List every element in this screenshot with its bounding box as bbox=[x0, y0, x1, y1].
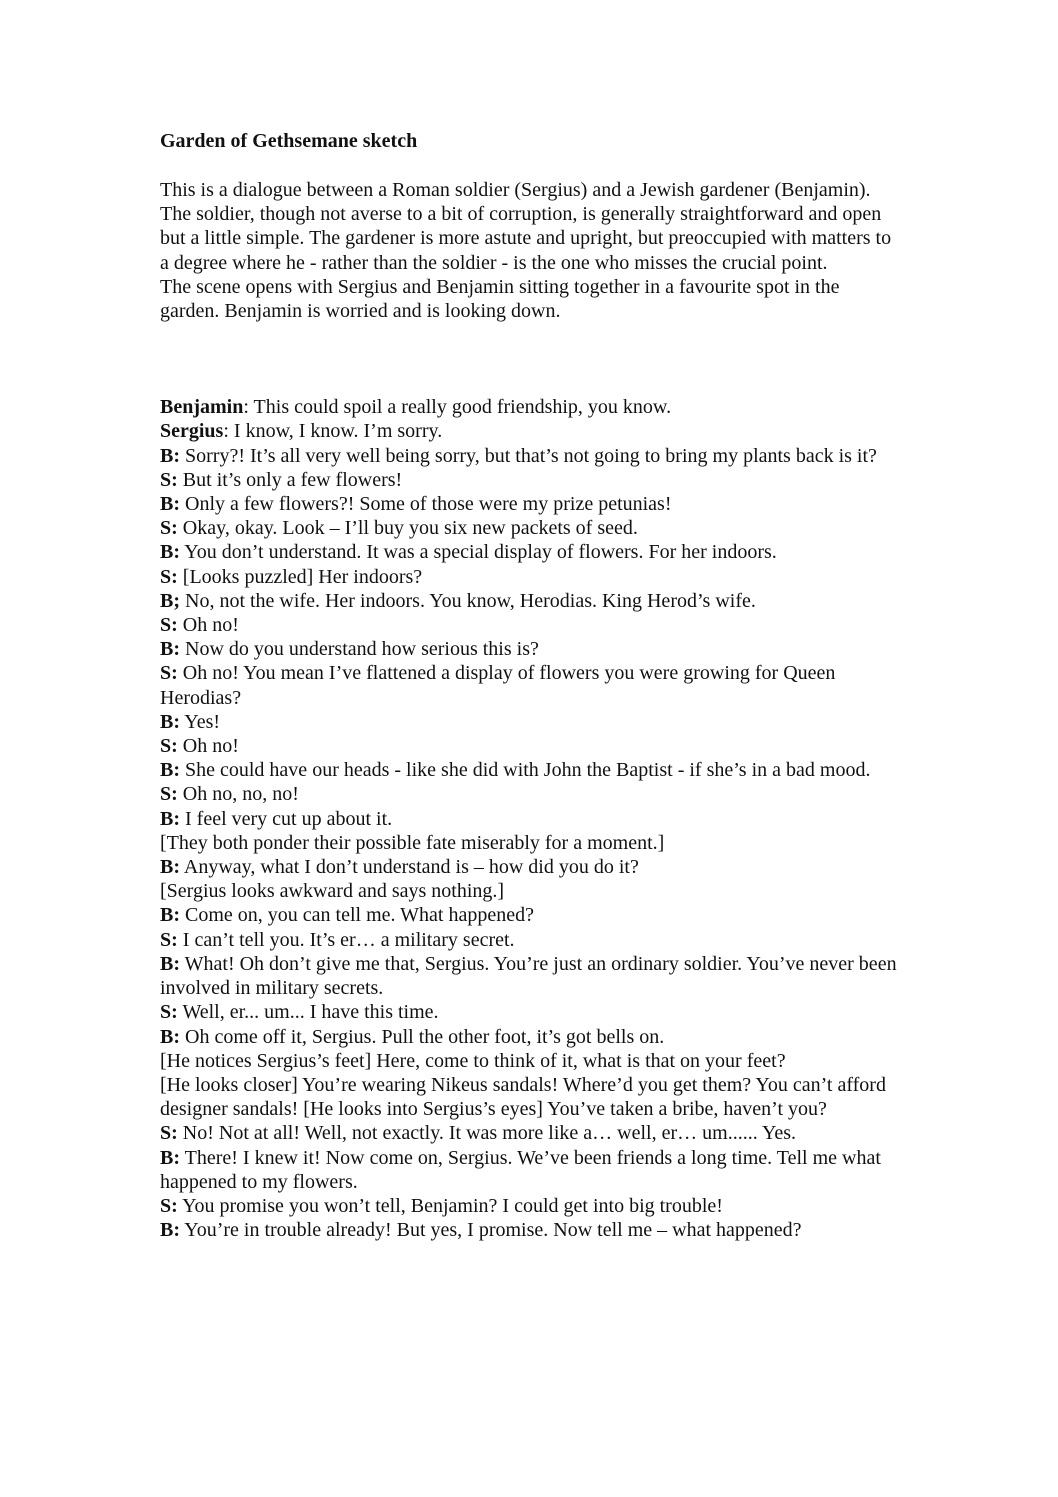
dialogue-line bbox=[160, 903, 900, 927]
line-text: No! Not at all! Well, not exactly. It was more like a… well, er… um...... Yes. bbox=[182, 1122, 797, 1145]
line-text: I know, I know. I’m sorry. bbox=[233, 420, 443, 443]
line-text: What! Oh don’t give me that, Sergius. You’re just an ordinary soldier. You’ve never been involved in military secrets. bbox=[160, 952, 897, 1000]
dialogue-line bbox=[160, 1194, 900, 1218]
line-text: Sorry?! It’s all very well being sorry, but that’s not going to bring my plants back is it? bbox=[185, 444, 877, 467]
dialogue-line bbox=[160, 1146, 900, 1194]
dialogue-line bbox=[160, 1025, 900, 1049]
speaker-label: B: bbox=[160, 710, 180, 733]
line-text: No, not the wife. Her indoors. You know, Herodias. King Herod’s wife. bbox=[185, 589, 756, 612]
dialogue-line bbox=[160, 855, 900, 879]
speaker-label: S: bbox=[160, 517, 178, 540]
stage-direction bbox=[160, 879, 900, 903]
line-text: [Sergius looks awkward and says nothing.] bbox=[160, 880, 505, 903]
line-text: Yes! bbox=[184, 710, 221, 733]
dialogue-line bbox=[160, 589, 900, 613]
line-text: Only a few flowers?! Some of those were my prize petunias! bbox=[185, 493, 672, 516]
speaker-label: S: bbox=[160, 1001, 178, 1024]
line-text: You’re in trouble already! But yes, I promise. Now tell me – what happened? bbox=[184, 1219, 802, 1242]
dialogue-line bbox=[160, 1000, 900, 1024]
line-text: Oh come off it, Sergius. Pull the other foot, it’s got bells on. bbox=[185, 1025, 665, 1048]
speaker-label: S: bbox=[160, 735, 178, 758]
document-page bbox=[160, 128, 900, 1242]
speaker-label: Sergius bbox=[160, 420, 224, 443]
dialogue-line bbox=[160, 565, 900, 589]
intro-section bbox=[160, 178, 900, 323]
dialogue-line bbox=[160, 661, 900, 709]
dialogue-line bbox=[160, 516, 900, 540]
dialogue-line bbox=[160, 734, 900, 758]
dialogue-line bbox=[160, 395, 900, 419]
speaker-label: B: bbox=[160, 1025, 180, 1048]
dialogue-line bbox=[160, 492, 900, 516]
line-text: Anyway, what I don’t understand is – how did you do it? bbox=[183, 856, 639, 879]
intro-paragraph: This is a dialogue between a Roman soldier (Sergius) and a Jewish gardener (Benjamin). The soldier, though not averse to a bit of corruption, is generally straightforward and open but a little simple. The gardener is more astute and upright, but preoccupied with matters to a degree where he - rather than the soldier - is the one who misses the crucial point. bbox=[160, 179, 892, 274]
speaker-label: S: bbox=[160, 565, 178, 588]
dialogue-line bbox=[160, 637, 900, 661]
speaker-label: B: bbox=[160, 952, 180, 975]
dialogue-section bbox=[160, 395, 900, 1242]
line-text: Well, er... um... I have this time. bbox=[182, 1001, 439, 1024]
dialogue-line bbox=[160, 419, 900, 443]
line-text: I can’t tell you. It’s er… a military secret. bbox=[182, 928, 515, 951]
dialogue-line bbox=[160, 468, 900, 492]
speaker-label: B: bbox=[160, 807, 180, 830]
speaker-label: S: bbox=[160, 1194, 178, 1217]
speaker-label: B: bbox=[160, 638, 180, 661]
document-title: Garden of Gethsemane sketch bbox=[160, 130, 418, 152]
speaker-label: B: bbox=[160, 1146, 180, 1169]
speaker-label: S: bbox=[160, 614, 178, 637]
speaker-separator: : bbox=[223, 420, 234, 443]
dialogue-line bbox=[160, 613, 900, 637]
speaker-label: B: bbox=[160, 493, 180, 516]
speaker-label: B: bbox=[160, 759, 180, 782]
dialogue-line bbox=[160, 807, 900, 831]
speaker-label: S: bbox=[160, 783, 178, 806]
line-text: Oh no! bbox=[182, 614, 239, 637]
stage-direction bbox=[160, 831, 900, 855]
line-text: Oh no, no, no! bbox=[182, 783, 299, 806]
dialogue-line bbox=[160, 1218, 900, 1242]
dialogue-line bbox=[160, 710, 900, 734]
line-text: Oh no! bbox=[182, 735, 239, 758]
dialogue-line bbox=[160, 540, 900, 564]
speaker-label: S: bbox=[160, 928, 178, 951]
dialogue-line bbox=[160, 782, 900, 806]
dialogue-line bbox=[160, 758, 900, 782]
dialogue-line bbox=[160, 952, 900, 1000]
line-text: She could have our heads - like she did with John the Baptist - if she’s in a bad mood. bbox=[185, 759, 871, 782]
speaker-separator: : bbox=[243, 396, 254, 419]
speaker-label: S: bbox=[160, 1122, 178, 1145]
stage-direction bbox=[160, 1073, 900, 1121]
dialogue-line bbox=[160, 1121, 900, 1145]
line-text: There! I knew it! Now come on, Sergius. We’ve been friends a long time. Tell me what happened to my flowers. bbox=[160, 1146, 881, 1193]
speaker-label: B: bbox=[160, 444, 180, 467]
speaker-label: B; bbox=[160, 589, 180, 612]
line-text: [He notices Sergius’s feet] Here, come to think of it, what is that on your feet? bbox=[160, 1049, 786, 1072]
speaker-label: B: bbox=[160, 541, 180, 564]
speaker-label: B: bbox=[160, 856, 180, 879]
line-text: This could spoil a really good friendship, you know. bbox=[253, 396, 672, 419]
line-text: [He looks closer] You’re wearing Nikeus sandals! Where’d you get them? You can’t afford designer sandals! [He looks into Sergius’s eyes] You’ve taken a bribe, haven’t you? bbox=[160, 1073, 886, 1121]
line-text: Come on, you can tell me. What happened? bbox=[185, 904, 534, 927]
intro-paragraph: The scene opens with Sergius and Benjamin sitting together in a favourite spot in the garden. Benjamin is worried and is looking down. bbox=[160, 275, 840, 323]
dialogue-line bbox=[160, 444, 900, 468]
line-text: [They both ponder their possible fate miserably for a moment.] bbox=[160, 831, 665, 854]
line-text: [Looks puzzled] Her indoors? bbox=[182, 565, 423, 588]
line-text: Oh no! You mean I’ve flattened a display of flowers you were growing for Queen Herodias? bbox=[160, 662, 836, 709]
stage-direction bbox=[160, 1049, 900, 1073]
line-text: You don’t understand. It was a special display of flowers. For her indoors. bbox=[184, 541, 777, 564]
speaker-label: Benjamin bbox=[160, 396, 244, 419]
dialogue-line bbox=[160, 928, 900, 952]
speaker-label: B: bbox=[160, 904, 180, 927]
speaker-label: S: bbox=[160, 662, 178, 685]
line-text: But it’s only a few flowers! bbox=[182, 468, 403, 491]
line-text: I feel very cut up about it. bbox=[185, 807, 393, 830]
line-text: Now do you understand how serious this is? bbox=[185, 638, 539, 661]
speaker-label: B: bbox=[160, 1219, 180, 1242]
speaker-label: S: bbox=[160, 468, 178, 491]
line-text: You promise you won’t tell, Benjamin? I could get into big trouble! bbox=[182, 1194, 723, 1217]
line-text: Okay, okay. Look – I’ll buy you six new packets of seed. bbox=[182, 517, 638, 540]
